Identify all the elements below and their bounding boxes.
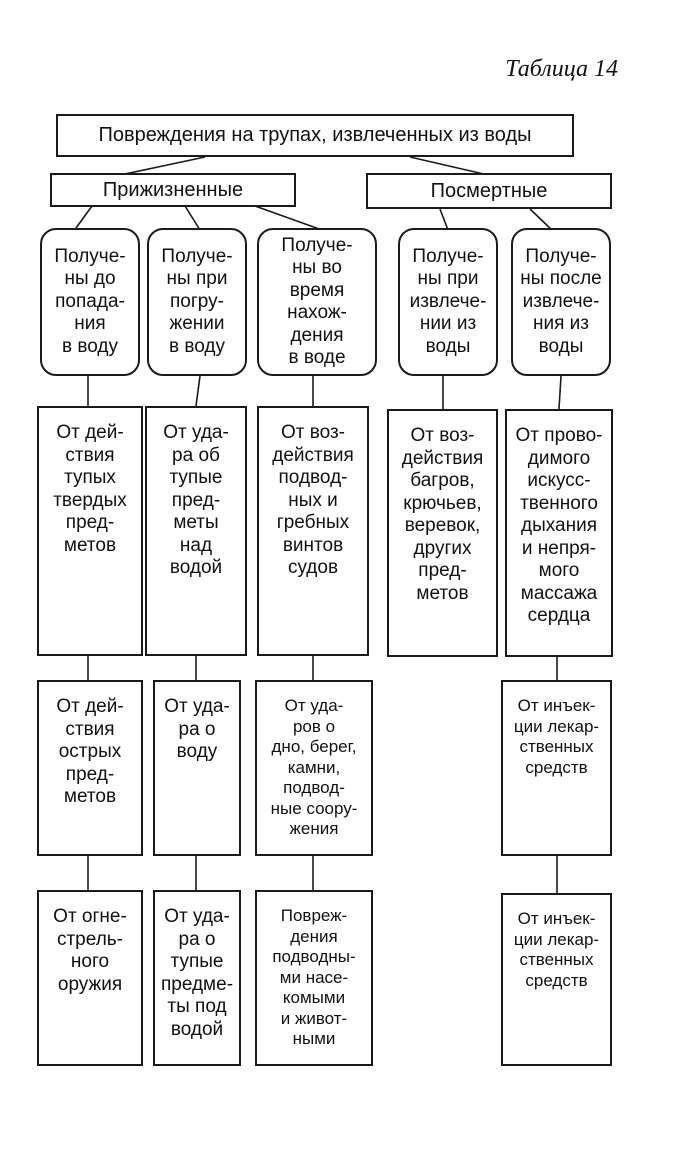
connector-postmortem-origin-4 [440, 209, 448, 230]
table-caption: Таблица 14 [505, 56, 618, 82]
category-postmortem: Посмертные [366, 173, 612, 209]
origin-before-water: Получе- ны до попада- ния в воду [40, 228, 140, 376]
origin-during-extraction: Получе- ны при извлече- нии из воды [398, 228, 498, 376]
connector-col5-origin-row1 [559, 376, 561, 409]
injury-hit-water: От уда- ра о воду [153, 680, 241, 856]
diagram-title: Повреждения на трупах, извлеченных из воды [56, 114, 574, 157]
origin-in-water: Получе- ны во время нахож- дения в воде [257, 228, 377, 376]
injury-blunt-above-water: От уда- ра об тупые пред- меты над водой [145, 406, 247, 656]
connector-postmortem-origin-5 [530, 209, 552, 230]
origin-after-extraction: Получе- ны после извлече- ния из воды [511, 228, 611, 376]
injury-sharp-objects: От дей- ствия острых пред- метов [37, 680, 143, 856]
injury-drug-injection-2: От инъек- ции лекар- ственных средств [501, 893, 612, 1066]
injury-blunt-hard-objects: От дей- ствия тупых твердых пред- метов [37, 406, 143, 656]
injury-firearms: От огне- стрель- ного оружия [37, 890, 143, 1066]
connector-intravital-origin-1 [76, 206, 92, 228]
connector-intravital-origin-3 [255, 206, 322, 230]
origin-during-immersion: Получе- ны при погру- жении в воду [147, 228, 247, 376]
injury-blunt-under-water: От уда- ра о тупые предме- ты под водой [153, 890, 241, 1066]
connector-col2-origin-row1 [196, 376, 200, 406]
connector-intravital-origin-2 [185, 206, 200, 230]
injury-hit-bottom-shore: От уда- ров о дно, берег, камни, подвод- ные соору- жения [255, 680, 373, 856]
injury-underwater-animals: Повреж- дения подводны- ми насе- комыми и живот- ными [255, 890, 373, 1066]
injury-resuscitation: От прово- димого искусс- твенного дыхания и непря- мого массажа сердца [505, 409, 613, 657]
injury-propellers: От воз- действия подвод- ных и гребных винтов судов [257, 406, 369, 656]
injury-drug-injection-1: От инъек- ции лекар- ственных средств [501, 680, 612, 856]
category-intravital: Прижизненные [50, 173, 296, 207]
injury-hooks-ropes: От воз- действия багров, крючьев, веревок, других пред- метов [387, 409, 498, 657]
